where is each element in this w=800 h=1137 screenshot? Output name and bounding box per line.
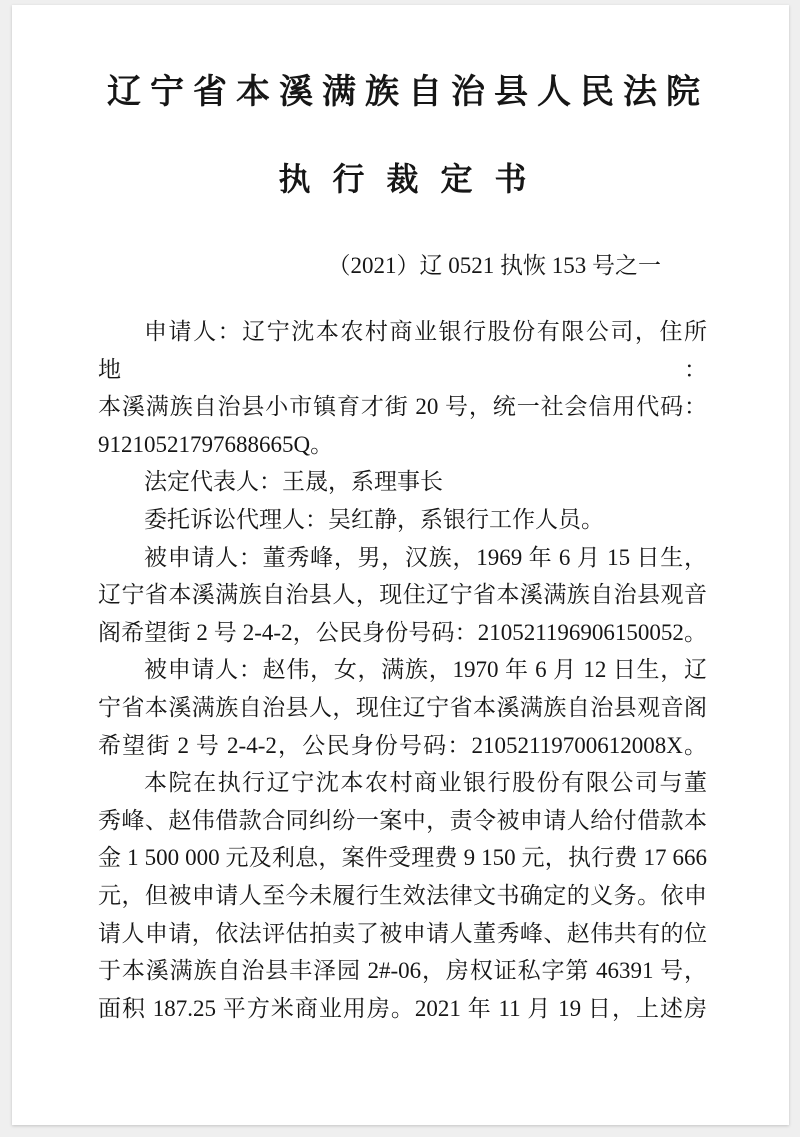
body-line: 委托诉讼代理人：吴红静，系银行工作人员。: [144, 507, 604, 533]
case-number: （2021）辽 0521 执恢 153 号之一: [327, 253, 661, 279]
body-line: 辽宁省本溪满族自治县人，现住辽宁省本溪满族自治县观音: [98, 582, 707, 608]
body-line: 阁希望街 2 号 2-4-2，公民身份号码：210521196906150052。: [98, 619, 707, 645]
body-line: 于本溪满族自治县丰泽园 2#-06，房权证私字第 46391 号，: [98, 958, 707, 984]
body-line: 本院在执行辽宁沈本农村商业银行股份有限公司与董: [144, 770, 707, 796]
body-line: 秀峰、赵伟借款合同纠纷一案中，责令被申请人给付借款本: [98, 807, 707, 833]
body-line: 被申请人：赵伟，女，满族，1970 年 6 月 12 日生，辽: [144, 657, 707, 683]
document-content: [12, 5, 789, 1027]
body-line: 请人申请，依法评估拍卖了被申请人董秀峰、赵伟共有的位: [98, 920, 707, 946]
body-line: 法定代表人：王晟，系理事长: [144, 469, 443, 495]
body-line: 金 1 500 000 元及利息，案件受理费 9 150 元，执行费 17 666: [98, 845, 707, 871]
document-body: [98, 281, 707, 1027]
document-title: 执 行 裁 定 书: [278, 161, 534, 198]
body-line: 申请人：辽宁沈本农村商业银行股份有限公司，住所地：: [98, 319, 707, 382]
body-line: 宁省本溪满族自治县人，现住辽宁省本溪满族自治县观音阁: [98, 695, 707, 721]
body-line: 91210521797688665Q。: [98, 431, 334, 457]
body-line: 面积 187.25 平方米商业用房。2021 年 11 月 19 日，上述房: [98, 995, 707, 1021]
court-name-heading: 辽宁省本溪满族自治县人民法院: [107, 74, 709, 111]
body-line: 被申请人：董秀峰，男，汉族，1969 年 6 月 15 日生，: [144, 544, 707, 570]
body-line: 希望街 2 号 2-4-2，公民身份号码：21052119700612008X。: [98, 732, 707, 758]
document-page: [12, 5, 789, 1125]
body-line: 元，但被申请人至今未履行生效法律文书确定的义务。依申: [98, 882, 707, 908]
body-line: 本溪满族自治县小市镇育才街 20 号，统一社会信用代码：: [98, 394, 707, 420]
